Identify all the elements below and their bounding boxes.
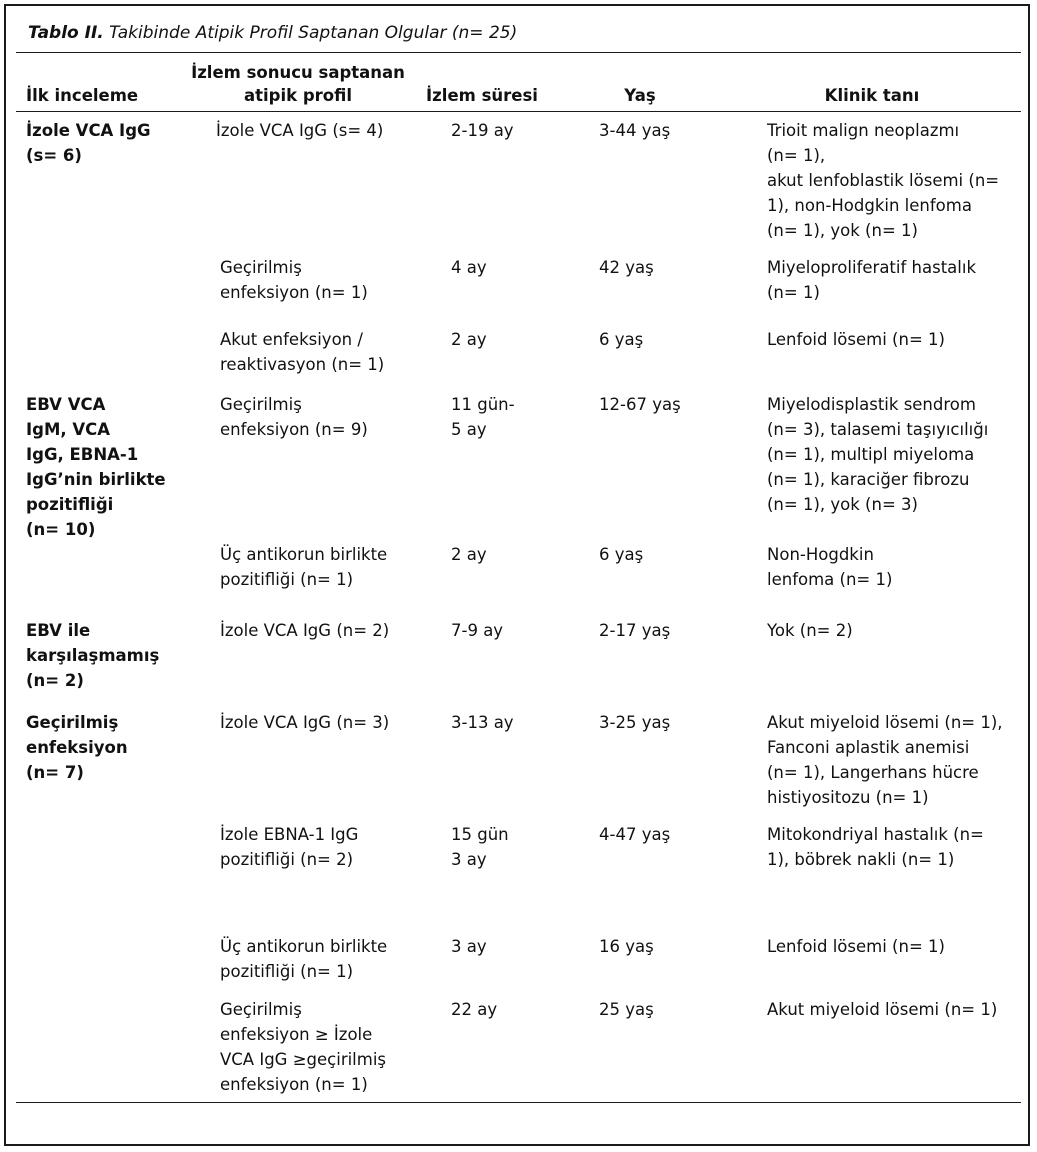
row-duration: 2 ay <box>451 545 487 564</box>
header-follow-up-duration: İzlem süresi <box>426 86 538 105</box>
row-diagnosis: Miyeloproliferatif hastalık (n= 1) <box>767 258 977 302</box>
row-age: 25 yaş <box>599 1000 654 1019</box>
row-diagnosis: Trioit malign neoplazmı (n= 1), akut lenfoblastik lösemi (n= 1), non-Hodgkin lenfoma (n= 1), yok (n= 1) <box>767 121 1000 240</box>
row-duration: 11 gün- 5 ay <box>451 395 515 439</box>
row-profile: Akut enfeksiyon / reaktivasyon (n= 1) <box>220 330 385 374</box>
group-label: İzole VCA IgG (s= 6) <box>26 121 151 165</box>
row-age: 6 yaş <box>599 330 644 349</box>
row-diagnosis: Akut miyeloid lösemi (n= 1), Fanconi aplastik anemisi (n= 1), Langerhans hücre histiyositozu (n= 1) <box>767 713 1003 807</box>
row-profile: Geçirilmiş enfeksiyon ≥ İzole VCA IgG ≥geçirilmiş enfeksiyon (n= 1) <box>220 1000 387 1094</box>
row-diagnosis: Lenfoid lösemi (n= 1) <box>767 330 945 349</box>
row-diagnosis: Mitokondriyal hastalık (n= 1), böbrek nakli (n= 1) <box>767 825 984 869</box>
row-profile: Geçirilmiş enfeksiyon (n= 9) <box>220 395 368 439</box>
group-label: Geçirilmiş enfeksiyon (n= 7) <box>26 713 128 782</box>
row-diagnosis: Non-Hogdkin lenfoma (n= 1) <box>767 545 893 589</box>
row-duration: 22 ay <box>451 1000 498 1019</box>
row-profile: İzole VCA IgG (s= 4) <box>216 121 384 140</box>
row-profile: İzole VCA IgG (n= 3) <box>220 713 390 732</box>
row-age: 3-44 yaş <box>599 121 671 140</box>
group-label: EBV VCA IgM, VCA IgG, EBNA-1 IgG’nin birlikte pozitifliği (n= 10) <box>26 395 166 539</box>
caption-text: Takibinde Atipik Profil Saptanan Olgular (n= 25) <box>103 23 518 43</box>
header-atypical-profile: İzlem sonucu saptanan atipik profil <box>191 63 405 105</box>
row-diagnosis: Lenfoid lösemi (n= 1) <box>767 937 945 956</box>
row-duration: 4 ay <box>451 258 487 277</box>
header-first-exam: İlk inceleme <box>26 86 139 105</box>
row-duration: 7-9 ay <box>451 621 504 640</box>
row-diagnosis: Yok (n= 2) <box>767 621 853 640</box>
row-age: 12-67 yaş <box>599 395 681 414</box>
row-duration: 3 ay <box>451 937 487 956</box>
row-diagnosis: Akut miyeloid lösemi (n= 1) <box>767 1000 998 1019</box>
row-age: 6 yaş <box>599 545 644 564</box>
row-profile: İzole VCA IgG (n= 2) <box>220 621 390 640</box>
row-profile: Üç antikorun birlikte pozitifliği (n= 1) <box>220 937 388 981</box>
group-label: EBV ile karşılaşmamış (n= 2) <box>26 621 160 690</box>
row-profile: Geçirilmiş enfeksiyon (n= 1) <box>220 258 368 302</box>
row-age: 16 yaş <box>599 937 654 956</box>
row-age: 3-25 yaş <box>599 713 671 732</box>
row-diagnosis: Miyelodisplastik sendrom (n= 3), talasemi taşıyıcılığı (n= 1), multipl miyeloma (n= 1), karaciğer fibrozu (n= 1), yok (n= 3) <box>767 395 989 514</box>
row-age: 4-47 yaş <box>599 825 671 844</box>
table-caption <box>28 23 517 43</box>
header-rule <box>16 111 1021 112</box>
row-age: 2-17 yaş <box>599 621 671 640</box>
row-age: 42 yaş <box>599 258 654 277</box>
row-duration: 3-13 ay <box>451 713 514 732</box>
bottom-rule <box>16 1102 1021 1103</box>
row-duration: 2 ay <box>451 330 487 349</box>
row-duration: 15 gün 3 ay <box>451 825 509 869</box>
row-profile: Üç antikorun birlikte pozitifliği (n= 1) <box>220 545 388 589</box>
caption-label: Tablo II. <box>28 23 104 43</box>
row-duration: 2-19 ay <box>451 121 514 140</box>
row-profile: İzole EBNA-1 IgG pozitifliği (n= 2) <box>220 825 359 869</box>
header-clinical-diagnosis: Klinik tanı <box>824 86 920 105</box>
top-rule <box>16 52 1021 53</box>
header-age: Yaş <box>624 86 656 105</box>
